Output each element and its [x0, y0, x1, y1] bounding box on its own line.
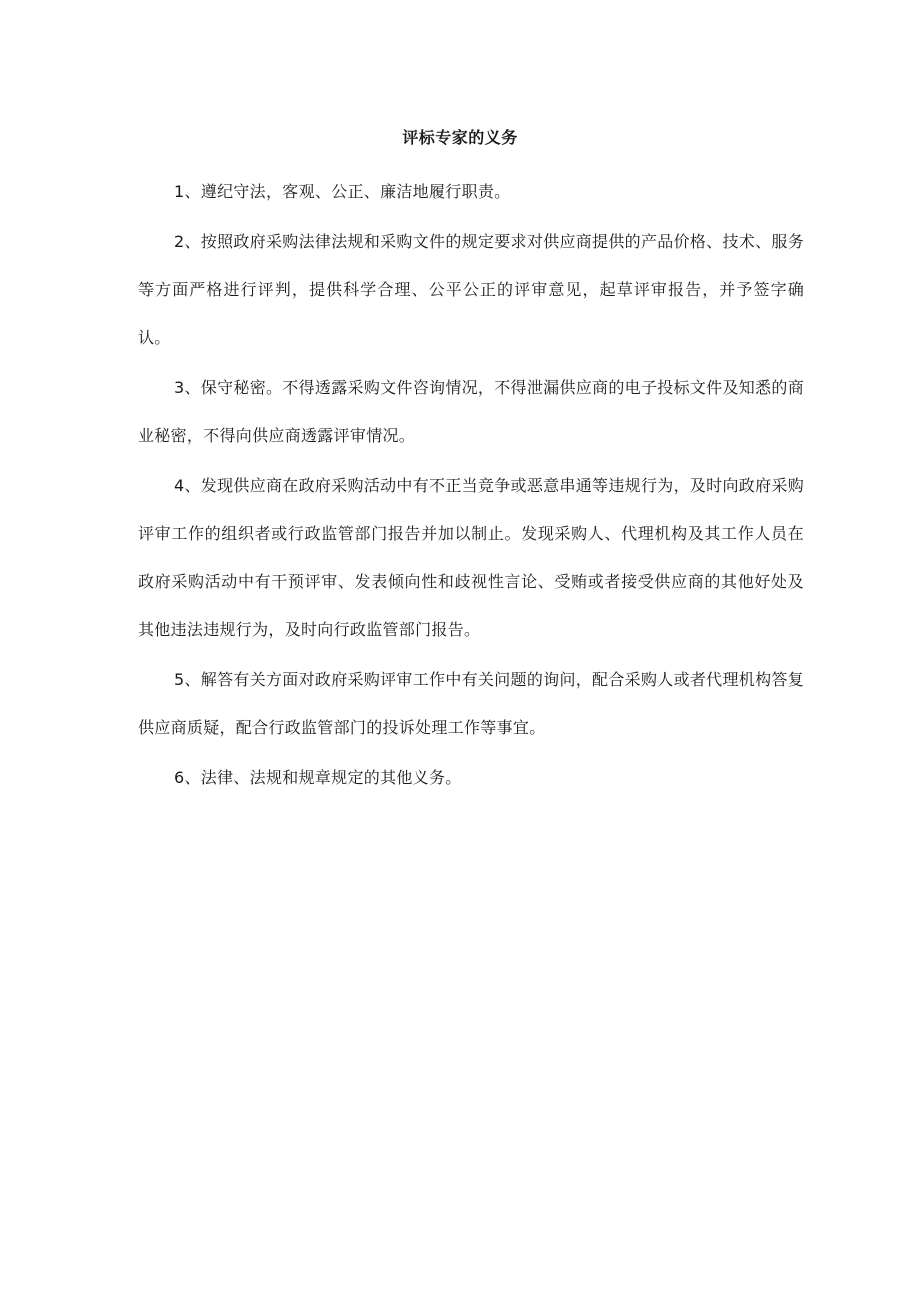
duty-item-4: 4、发现供应商在政府采购活动中有不正当竞争或恶意串通等违规行为，及时向政府采购评审工作的组织者或行政监管部门报告并加以制止。发现采购人、代理机构及其工作人员在政府采购活动中有干预评审、发表倾向性和歧视性言论、受贿或者接受供应商的其他好处及其他违法违规行为，及时向行政监管部门报告。 — [138, 476, 804, 639]
document-body — [138, 168, 804, 802]
duty-item-2: 2、按照政府采购法律法规和采购文件的规定要求对供应商提供的产品价格、技术、服务等方面严格进行评判，提供科学合理、公平公正的评审意见，起草评审报告，并予签字确认。 — [138, 232, 804, 347]
duty-item-6: 6、法律、法规和规章规定的其他义务。 — [174, 768, 462, 787]
duty-item-5: 5、解答有关方面对政府采购评审工作中有关问题的询问，配合采购人或者代理机构答复供应商质疑，配合行政监管部门的投诉处理工作等事宜。 — [138, 670, 804, 737]
duty-item-1: 1、遵纪守法，客观、公正、廉洁地履行职责。 — [174, 182, 511, 201]
document-title: 评标专家的义务 — [402, 128, 518, 147]
duty-item-3: 3、保守秘密。不得透露采购文件咨询情况，不得泄漏供应商的电子投标文件及知悉的商业秘密，不得向供应商透露评审情况。 — [138, 378, 804, 445]
